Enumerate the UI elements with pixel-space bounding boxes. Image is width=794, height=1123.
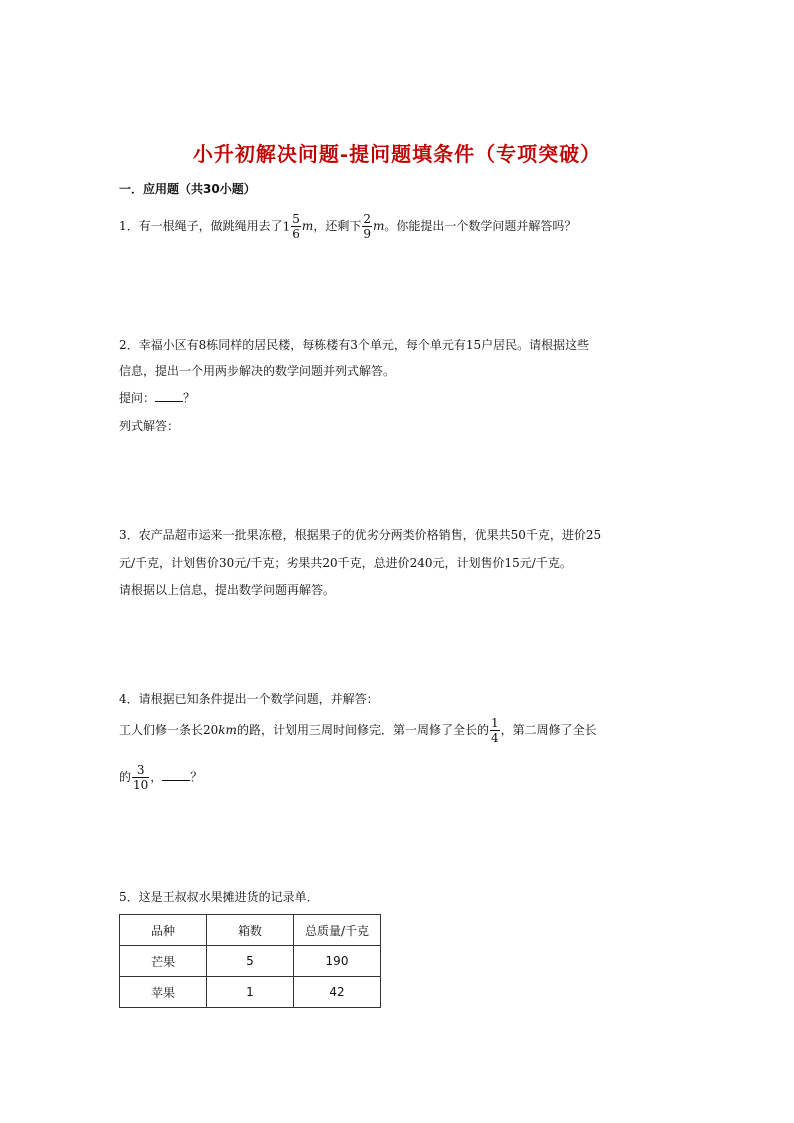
table-cell: 1 — [207, 977, 294, 1008]
q4-fraction-2-numerator: 3 — [132, 763, 149, 778]
table-header-cell: 总质量/千克 — [294, 915, 381, 946]
section-heading: 一．应用题（共30小题） — [119, 182, 256, 196]
table-row — [120, 977, 381, 1008]
question-3-line-3: 请根据以上信息，提出数学问题再解答。 — [119, 583, 336, 597]
q1-text-post: 。你能提出一个数学问题并解答吗？ — [384, 219, 577, 233]
q4-line3-pre: 的 — [119, 770, 132, 784]
q1-left-denominator: 9 — [363, 227, 371, 241]
q4-line3-post: ， — [150, 770, 163, 784]
q4-fraction-2-denominator: 10 — [133, 778, 149, 792]
question-2-line-2: 信息，提出一个用两步解决的数学问题并列式解答。 — [119, 364, 396, 378]
question-2-line-1: 2．幸福小区有8栋同样的居民楼，每栋楼有3个单元，每个单元有15户居民。请根据这些 — [119, 338, 590, 352]
q1-text-pre: 1．有一根绳子，做跳绳用去了 — [119, 219, 283, 233]
question-2-solve: 列式解答： — [119, 419, 180, 433]
question-3-line-2: 元/千克，计划售价30元/千克；劣果共20千克，总进价240元，计划售价15元/千克。 — [119, 556, 572, 570]
question-4-line-1: 4．请根据已知条件提出一个数学问题，并解答： — [119, 692, 379, 706]
q1-used-denominator: 6 — [292, 227, 300, 241]
q1-left-numerator: 2 — [363, 212, 371, 226]
ask-end: ？ — [183, 391, 196, 405]
q4-blank[interactable] — [162, 768, 190, 781]
fruit-record-table — [119, 914, 381, 1008]
q4-text-pre: 工人们修一条长20 — [119, 723, 219, 737]
ask-label: 提问： — [119, 391, 156, 405]
question-4-line-2 — [119, 716, 597, 745]
table-row — [120, 946, 381, 977]
q4-fraction-2 — [132, 763, 149, 792]
question-1 — [119, 212, 576, 241]
question-5-line-1: 5．这是王叔叔水果摊进货的记录单． — [119, 890, 319, 904]
q4-text-post: ，第二周修了全长 — [500, 723, 597, 737]
q1-left-fraction — [362, 212, 372, 241]
table-header-row — [120, 915, 381, 946]
table-cell: 190 — [294, 946, 381, 977]
q4-line3-end: ？ — [190, 770, 203, 784]
q1-unit-1: m — [301, 219, 314, 233]
q1-unit-2: m — [372, 219, 385, 233]
table-cell: 5 — [207, 946, 294, 977]
q4-fraction-1 — [490, 716, 500, 745]
table-cell: 42 — [294, 977, 381, 1008]
question-3-line-1: 3．农产品超市运来一批果冻橙，根据果子的优劣分两类价格销售，优果共50千克，进价25 — [119, 528, 602, 542]
ask-blank[interactable] — [155, 389, 183, 402]
q4-unit-km: km — [218, 723, 237, 737]
question-2-ask — [119, 389, 195, 406]
table-cell: 苹果 — [120, 977, 207, 1008]
table-cell: 芒果 — [120, 946, 207, 977]
q4-fraction-1-numerator: 1 — [490, 716, 499, 730]
q1-used-integer: 1 — [282, 219, 291, 234]
q4-text-mid: 的路，计划用三周时间修完．第一周修了全长的 — [236, 723, 489, 737]
q1-text-mid: ，还剩下 — [313, 219, 362, 233]
question-4-line-3 — [119, 763, 202, 792]
table-header-cell: 箱数 — [207, 915, 294, 946]
q1-used-fraction — [291, 212, 301, 241]
q4-fraction-1-denominator: 4 — [490, 731, 499, 745]
q1-used-numerator: 5 — [292, 212, 300, 226]
table-header-cell: 品种 — [120, 915, 207, 946]
page-title: 小升初解决问题-提问题填条件（专项突破） — [192, 142, 602, 166]
